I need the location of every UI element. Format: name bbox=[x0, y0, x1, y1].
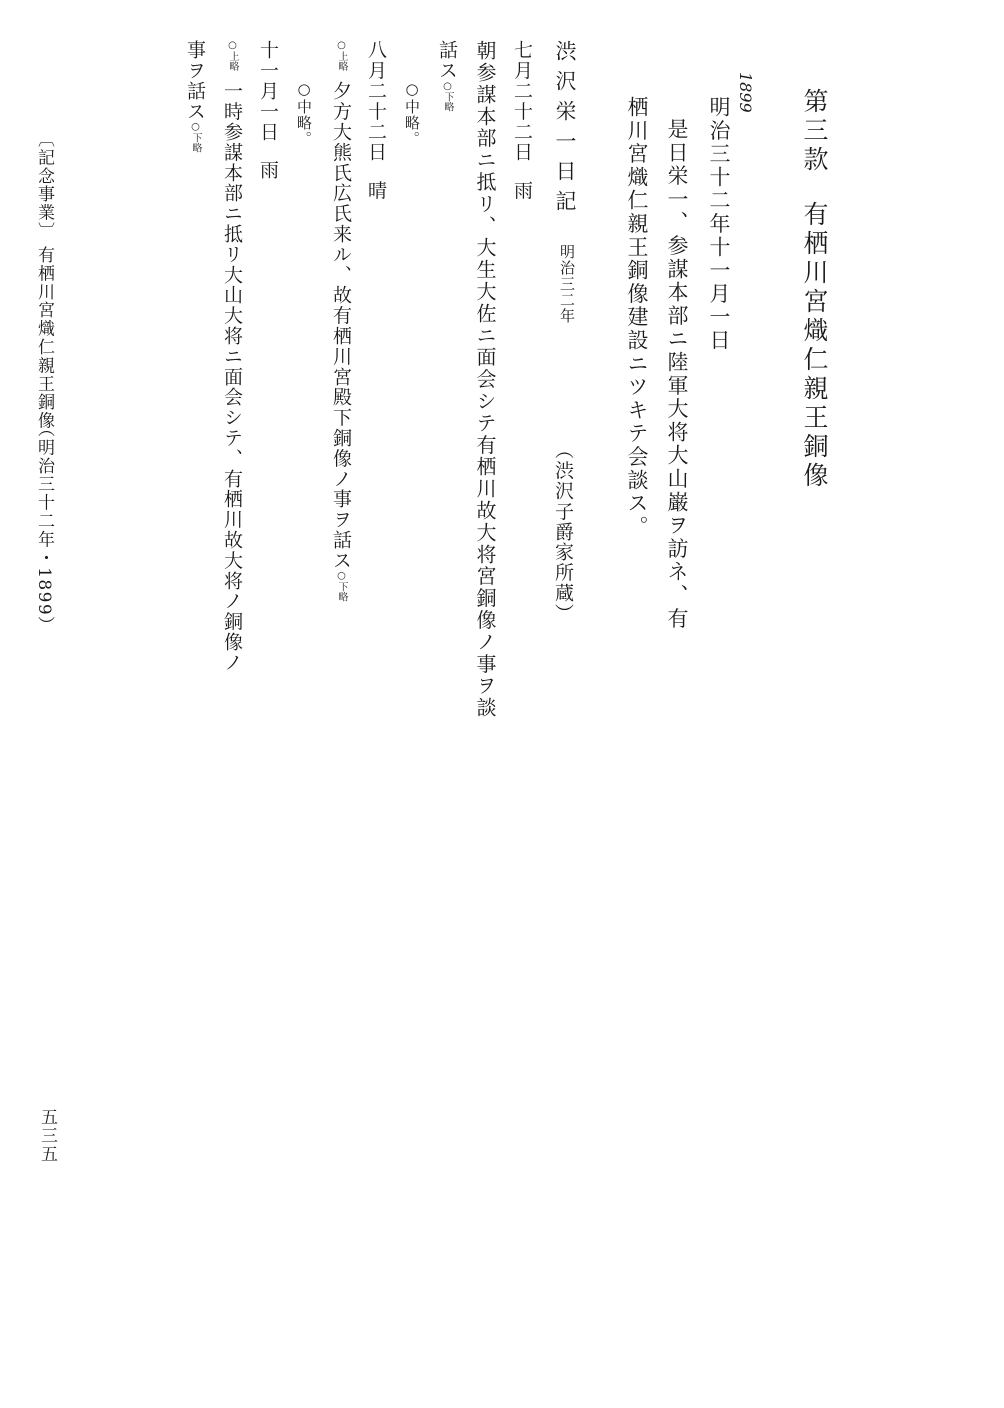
entry-text-line-1: 是日栄一、参謀本部ニ陸軍大将大山巌ヲ訪ネ、有 bbox=[665, 118, 689, 631]
diary-entry-3-text: ○上略一時参謀本部ニ抵リ大山大将ニ面会シテ、有栖川故大将ノ銅像ノ bbox=[221, 40, 243, 673]
source-year: 明治三二年 bbox=[558, 244, 576, 324]
running-head-category: 〔記念事業〕 bbox=[34, 130, 54, 241]
entry-date: 明治三十二年十一月一日 bbox=[707, 96, 731, 353]
omission-middle-1: ○中略。 bbox=[403, 80, 421, 147]
diary-entry-1-date: 七月二十二日雨 bbox=[511, 40, 533, 201]
source-collection: （渋沢子爵家所蔵） bbox=[552, 440, 574, 624]
section-heading-title: 有栖川宮熾仁親王銅像 bbox=[800, 201, 829, 491]
diary-entry-1-text: 朝参謀本部ニ抵リ、大生大佐ニ面会シテ有栖川故大将宮銅像ノ事ヲ談 bbox=[473, 40, 497, 719]
section-heading bbox=[802, 88, 827, 491]
running-head-era: （明治三十二年・1899） bbox=[34, 420, 54, 635]
diary-entry-3-weather: 雨 bbox=[257, 160, 279, 181]
omission-middle-2: ○中略。 bbox=[295, 80, 313, 147]
omission-mark-end: ○下略 bbox=[190, 121, 201, 153]
diary-entry-2-weather: 晴 bbox=[365, 180, 387, 201]
entry-year-note: 1899 bbox=[736, 72, 755, 113]
source-title: 渋沢栄一日記 bbox=[553, 40, 577, 220]
running-head-title: 有栖川宮熾仁親王銅像 bbox=[34, 246, 54, 430]
diary-entry-3-text-2: 事ヲ話ス○下略 bbox=[184, 40, 206, 153]
diary-entry-2-text: ○上略夕方大熊氏広氏来ル、故有栖川宮殿下銅像ノ事ヲ話ス○下略 bbox=[330, 40, 352, 602]
page-number: 五三五 bbox=[37, 1108, 57, 1164]
section-heading-label: 第三款 bbox=[800, 88, 829, 175]
omission-mark-end: ○下略 bbox=[442, 80, 453, 112]
omission-mark-start: ○上略 bbox=[336, 40, 347, 71]
diary-entry-3-date: 十一月一日雨 bbox=[257, 40, 279, 181]
diary-entry-2-date: 八月二十二日晴 bbox=[365, 40, 387, 201]
entry-text-line-2: 栖川宮熾仁親王銅像建設ニツキテ会談ス。 bbox=[625, 96, 649, 539]
diary-entry-1-text-2: 話ス○下略 bbox=[436, 40, 458, 112]
omission-mark-start: ○上略 bbox=[227, 40, 238, 71]
diary-entry-1-weather: 雨 bbox=[511, 180, 533, 201]
omission-mark-end: ○下略 bbox=[336, 570, 347, 602]
